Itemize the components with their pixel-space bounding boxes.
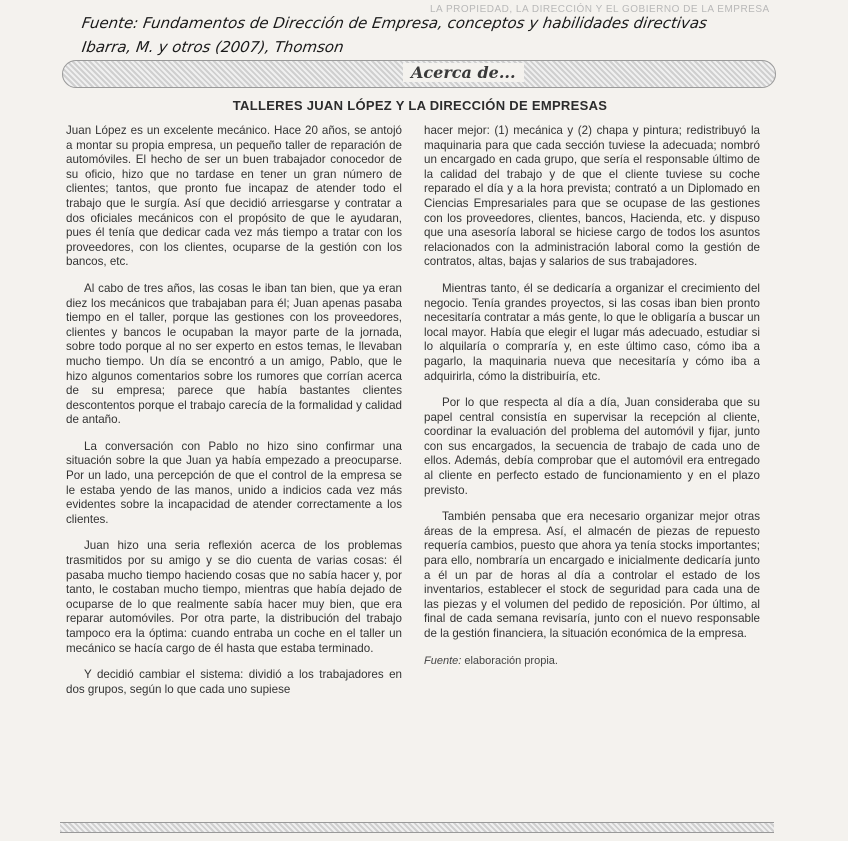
paragraph: Juan López es un excelente mecánico. Hace 20 años, se antojó a montar su propia empresa, un pequeño taller de reparación de automóviles. El hecho de ser un buen trabajador conocedor de su oficio, hizo que no tardase en tener un gran número de clientes; tantos, que pronto fue incapaz de atender todo el trabajo que le surgía. Así que decidió arriesgarse y contratar a dos oficiales mecánicos con el propósito de que le ayudaran, pues él tenía que dedicar cada vez más tiempo a tratar con los proveedores, con los clientes, ocuparse de la gestión con los bancos, etc. bbox=[66, 124, 402, 269]
paragraph: hacer mejor: (1) mecánica y (2) chapa y pintura; redistribuyó la maquinaria para que cada sección tuviese la adecuada; nombró un encargado en cada grupo, que sería el responsable último de la calidad del trabajo y de que el cliente tuviese su coche reparado el día y a la hora prevista; contrató a un Diplomado en Ciencias Empresariales para que se ocupase de las gestiones con los proveedores, clientes, bancos, Hacienda, etc. y dispuso que una asesoría laboral se hiciese cargo de todos los asuntos relacionados con la administración laboral como la gestión de contratos, altas, bajas y salarios de sus trabajadores. bbox=[424, 124, 760, 269]
source-label: Fuente: bbox=[424, 654, 462, 667]
handwritten-author-line: Ibarra, M. y otros (2007), Thomson bbox=[80, 38, 345, 56]
paragraph: Mientras tanto, él se dedicaría a organizar el crecimiento del negocio. Tenía grandes proyectos, si las cosas iban bien pronto necesitaría contratar a más gente, lo que le obligaría a buscar un local mayor. Había que elegir el lugar más adecuado, estudiar si lo alquilaría o compraría y, en este último caso, cómo iba a pagarlo, la maquinaria nueva que necesitaría y cómo iba a adquirirla, cómo la distribuiría, etc. bbox=[424, 281, 760, 383]
paragraph: También pensaba que era necesario organizar mejor otras áreas de la empresa. Así, el almacén de piezas de repuesto requería cambios, puesto que ahora ya tenía stocks importantes; para ello, nombraría un encargado e inicialmente dedicaría junto a él un par de horas al día a controlar el estado de los inventarios, establecer el stock de seguridad para cada una de las piezas y el volumen del pedido de reposición. Por último, al final de cada semana revisaría, junto con el nuevo responsable de la gestión financiera, la situación económica de la empresa. bbox=[424, 510, 760, 640]
paragraph: Por lo que respecta al día a día, Juan consideraba que su papel central consistía en supervisar la recepción al cliente, coordinar la evaluación del problema del automóvil y fijar, junto con sus encargados, la secuencia de trabajo de cada uno de ellos. Además, debía comprobar que el automóvil era entregado al cliente en perfecto estado de funcionamiento y en el plazo previsto. bbox=[424, 396, 760, 497]
section-banner bbox=[62, 60, 776, 88]
banner-label: Acerca de... bbox=[403, 63, 524, 82]
paragraph: Al cabo de tres años, las cosas le iban tan bien, que ya eran diez los mecánicos que trabajaban para él; Juan apenas pasaba tiempo en el taller, porque las gestiones con los proveedores, clientes y bancos le ocupaban la mayor parte de la jornada, sobre todo porque al no ser experto en estos temas, le llevaban mucho tiempo. Un día se encontró a un amigo, Pablo, que le hizo algunos comentarios sobre los rumores que corrían acerca de su empresa; parece que había bastantes clientes descontentos porque el trabajo carecía de la formalidad y calidad de antaño. bbox=[66, 281, 402, 427]
paragraph: Y decidió cambiar el sistema: dividió a los trabajadores en dos grupos, según lo que cada uno supiese bbox=[66, 668, 402, 696]
footer-bar bbox=[60, 822, 774, 833]
source-text: elaboración propia. bbox=[464, 654, 558, 667]
paragraph: La conversación con Pablo no hizo sino confirmar una situación sobre la que Juan ya había empezado a preocuparse. Por un lado, una percepción de que el control de la empresa se le estaba yendo de las manos, unido a indicios cada vez más evidentes sobre la incapacidad de atender correctamente a los clientes. bbox=[66, 439, 402, 526]
handwritten-source-line: Fuente: Fundamentos de Dirección de Empresa, conceptos y habilidades directivas bbox=[80, 14, 709, 32]
right-column bbox=[424, 124, 760, 668]
running-head: LA PROPIEDAD, LA DIRECCIÓN Y EL GOBIERNO DE LA EMPRESA bbox=[430, 4, 770, 15]
source-note bbox=[424, 654, 760, 669]
paragraph: Juan hizo una seria reflexión acerca de los problemas trasmitidos por su amigo y se dio cuenta de varias cosas: él pasaba mucho tiempo haciendo cosas que no sabía hacer y, por tanto, le costaban mucho tiempo, mientras que había dejado de ocuparse de lo que realmente sabía hacer muy bien, que era reparar automóviles. Por otra parte, la distribución del trabajo tampoco era la óptima: cuando entraba un coche en el taller un mecánico se hacía cargo de él hasta que estaba terminado. bbox=[66, 539, 402, 655]
article-title: TALLERES JUAN LÓPEZ Y LA DIRECCIÓN DE EMPRESAS bbox=[232, 98, 608, 113]
left-column bbox=[66, 124, 402, 709]
